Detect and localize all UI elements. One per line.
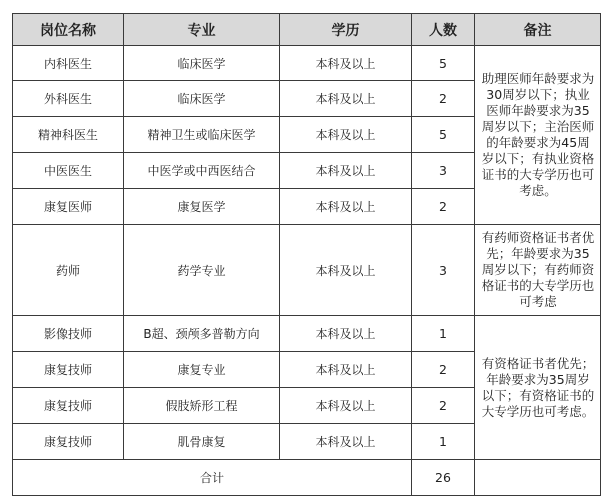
cell-education: 本科及以上 <box>280 316 412 352</box>
cell-major: B超、颈颅多普勒方向 <box>124 316 280 352</box>
table-row <box>13 225 601 316</box>
cell-education: 本科及以上 <box>280 81 412 117</box>
note-cell <box>475 316 601 460</box>
cell-major: 临床医学 <box>124 81 280 117</box>
cell-education: 本科及以上 <box>280 46 412 81</box>
header-post: 岗位名称 <box>13 14 124 46</box>
cell-post: 药师 <box>13 225 124 316</box>
total-count: 26 <box>412 460 475 496</box>
cell-count: 2 <box>412 81 475 117</box>
cell-count: 3 <box>412 153 475 189</box>
total-label: 合计 <box>13 460 412 496</box>
cell-post: 精神科医生 <box>13 117 124 153</box>
cell-post: 康复医师 <box>13 189 124 225</box>
cell-major: 临床医学 <box>124 46 280 81</box>
recruitment-table-container <box>12 13 601 496</box>
cell-education: 本科及以上 <box>280 424 412 460</box>
cell-count: 2 <box>412 388 475 424</box>
cell-post: 康复技师 <box>13 352 124 388</box>
cell-count: 2 <box>412 352 475 388</box>
note-cell <box>475 225 601 316</box>
total-row <box>13 460 601 496</box>
cell-education: 本科及以上 <box>280 153 412 189</box>
cell-post: 康复技师 <box>13 424 124 460</box>
cell-post: 影像技师 <box>13 316 124 352</box>
cell-post: 外科医生 <box>13 81 124 117</box>
cell-education: 本科及以上 <box>280 117 412 153</box>
cell-count: 2 <box>412 189 475 225</box>
header-count: 人数 <box>412 14 475 46</box>
header-notes: 备注 <box>475 14 601 46</box>
note-text: 助理医师年龄要求为30周岁以下；执业医师年龄要求为35周岁以下；主治医师的年龄要求为45周岁以下；有执业资格证书的大专学历也可考虑。 <box>481 71 595 198</box>
table-row <box>13 316 601 352</box>
cell-count: 5 <box>412 117 475 153</box>
cell-post: 中医医生 <box>13 153 124 189</box>
note-cell <box>475 46 601 225</box>
header-major: 专业 <box>124 14 280 46</box>
cell-major: 肌骨康复 <box>124 424 280 460</box>
recruitment-table <box>12 13 601 496</box>
cell-count: 1 <box>412 316 475 352</box>
header-education: 学历 <box>280 14 412 46</box>
cell-major: 中医学或中西医结合 <box>124 153 280 189</box>
total-note-empty <box>475 460 601 496</box>
cell-major: 药学专业 <box>124 225 280 316</box>
cell-post: 康复技师 <box>13 388 124 424</box>
cell-education: 本科及以上 <box>280 189 412 225</box>
cell-post: 内科医生 <box>13 46 124 81</box>
table-row <box>13 46 601 81</box>
cell-major: 精神卫生或临床医学 <box>124 117 280 153</box>
cell-major: 康复专业 <box>124 352 280 388</box>
cell-count: 5 <box>412 46 475 81</box>
header-row <box>13 14 601 46</box>
cell-count: 3 <box>412 225 475 316</box>
cell-education: 本科及以上 <box>280 225 412 316</box>
note-text: 有药师资格证书者优先；年龄要求为35周岁以下；有药师资格证书的大专学历也可考虑 <box>481 230 595 309</box>
note-text: 有资格证书者优先；年龄要求为35周岁以下；有资格证书的大专学历也可考虑。 <box>481 355 595 419</box>
cell-education: 本科及以上 <box>280 352 412 388</box>
cell-education: 本科及以上 <box>280 388 412 424</box>
cell-major: 假肢矫形工程 <box>124 388 280 424</box>
cell-count: 1 <box>412 424 475 460</box>
cell-major: 康复医学 <box>124 189 280 225</box>
